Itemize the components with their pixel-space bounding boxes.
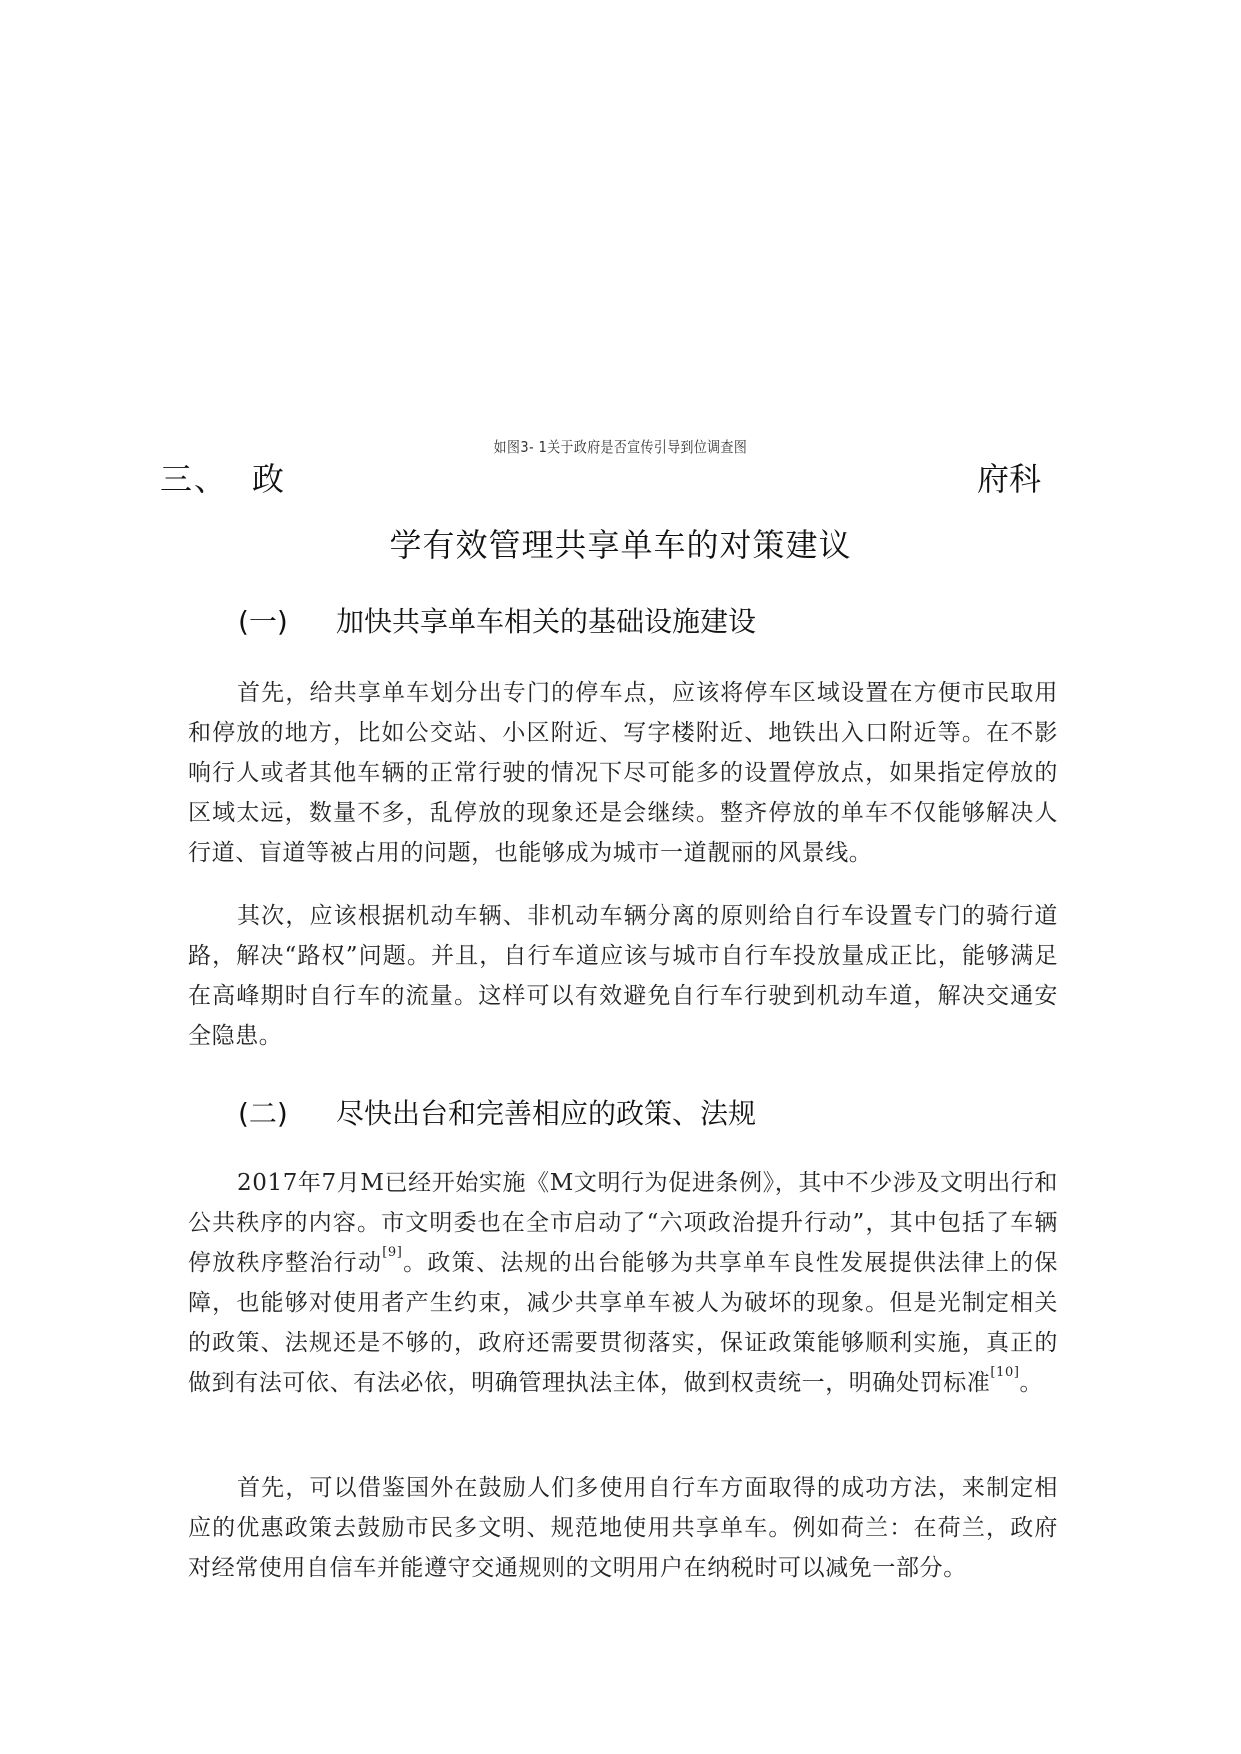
subsection-title: 尽快出台和完善相应的政策、法规	[336, 1097, 757, 1130]
subsection-title: 加快共享单车相关的基础设施建设	[336, 605, 757, 638]
subsection-number: (一)	[238, 605, 288, 638]
citation-reference: [9]	[382, 1245, 403, 1260]
paragraph-parking-points: 首先，给共享单车划分出专门的停车点，应该将停车区域设置在方便市民取用和停放的地方，比如公交站、小区附近、写字楼附近、地铁出入口附近等。在不影响行人或者其他车辆的正常行驶的情况下尽可能多的设置停放点，如果指定停放的区域太远，数量不多，乱停放的现象还是会继续。整齐停放的单车不仅能够解决人行道、盲道等被占用的问题，也能够成为城市一道靓丽的风景线。	[188, 680, 1058, 866]
subsection-heading-1	[238, 600, 756, 640]
paragraph-text: 2017年7月M已经开始实施《M文明行为促进条例》，其中不少涉及文明出行和公共秩序的内容。市文明委也在全市启动了“六项政治提升行动”，其中包括了车辆停放秩序整治行动	[188, 1170, 1058, 1276]
section-number: 三、	[160, 460, 229, 498]
subsection-number: (二)	[238, 1097, 288, 1130]
subsection-heading-2	[238, 1092, 756, 1132]
figure-caption: 如图3- 1关于政府是否宣传引导到位调查图	[493, 438, 748, 456]
section-heading-start	[160, 454, 286, 500]
citation-reference: [10]	[990, 1365, 1020, 1380]
paragraph-text: 。政策、法规的出台能够为共享单车良性发展提供法律上的保障，也能够对使用者产生约束，减少共享单车被人为破坏的现象。但是光制定相关的政策、法规还是不够的，政府还需要贯彻落实，保证政策能够顺利实施，真正的做到有法可依、有法必依，明确管理执法主体，做到权责统一，明确处罚标准	[188, 1250, 1058, 1396]
section-title-part1: 政	[252, 460, 287, 498]
paragraph-incentives: 首先，可以借鉴国外在鼓励人们多使用自行车方面取得的成功方法，来制定相应的优惠政策去鼓励市民多文明、规范地使用共享单车。例如荷兰：在荷兰，政府对经常使用自信车并能遵守交通规则的文明用户在纳税时可以减免一部分。	[188, 1475, 1058, 1581]
paragraph-bike-lanes: 其次，应该根据机动车辆、非机动车辆分离的原则给自行车设置专门的骑行道路，解决“路权”问题。并且，自行车道应该与城市自行车投放量成正比，能够满足在高峰期时自行车的流量。这样可以有效避免自行车行驶到机动车道，解决交通安全隐患。	[188, 903, 1058, 1049]
section-title-part2: 府科	[977, 460, 1042, 498]
section-title-line2: 学有效管理共享单车的对策建议	[389, 526, 852, 564]
paragraph-regulations	[188, 1163, 1058, 1403]
paragraph-text: 。	[1019, 1370, 1044, 1396]
